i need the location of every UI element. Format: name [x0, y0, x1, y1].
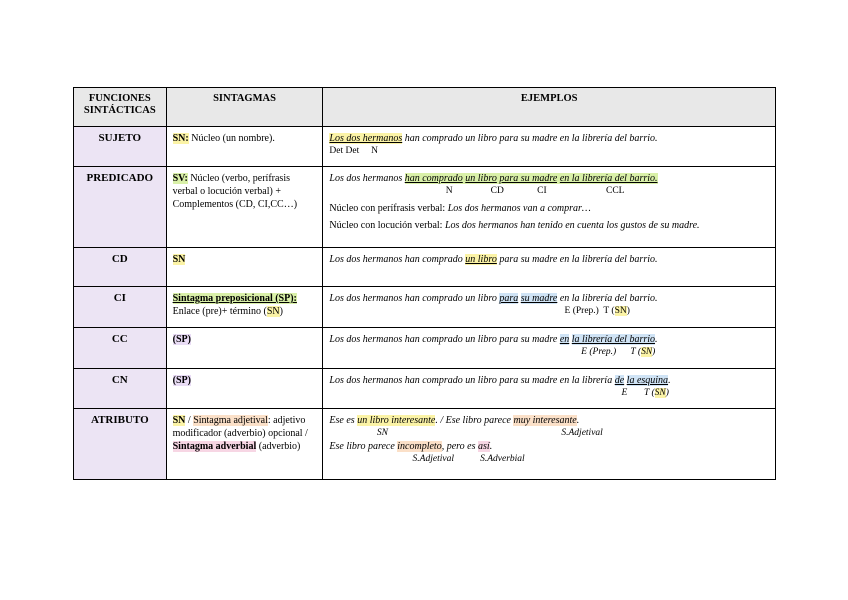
label-text: ): [626, 306, 630, 316]
sintagma-text: ): [279, 306, 283, 317]
ex-text: Los dos hermanos han tenido en cuenta los gustos de su madre.: [444, 220, 700, 231]
ex-text: Los dos hermanos han comprado un libro: [329, 293, 500, 304]
sintagma-tag: SN:: [172, 133, 189, 144]
ex-text: para su madre en la librería del barrio.: [496, 254, 658, 265]
funcion-predicado: PREDICADO: [74, 167, 167, 248]
ex-cd: un libro: [465, 173, 497, 184]
sintagma-sn: SN: [172, 415, 186, 426]
row-predicado: [74, 167, 776, 248]
sintagma-text: Núcleo (un nombre).: [188, 133, 275, 144]
ex-enlace: para: [499, 293, 519, 304]
ex-labels: [329, 305, 769, 318]
ex-highlight: Los dos hermanos: [329, 133, 403, 144]
ex-ccl: en la librería del barrio.: [559, 173, 658, 184]
ex-intro: Núcleo con perífrasis verbal:: [329, 203, 448, 214]
ex-text: .: [489, 441, 493, 452]
ex-sadj: muy interesante: [513, 415, 577, 426]
ejemplo-cc: [323, 328, 776, 369]
ex-sadj: incompleto: [397, 441, 442, 452]
ex-text: . / Ese libro parece: [435, 415, 514, 426]
ex-termino: la librería del barrio: [571, 334, 656, 345]
ex-labels: S.Adjetival S.Adverbial: [329, 454, 525, 464]
sintagma-text: /: [185, 415, 194, 426]
ex-sadv: así: [478, 441, 490, 452]
ex-highlight: un libro: [465, 254, 497, 265]
label-text: E (Prep.) T (: [329, 347, 642, 357]
row-atributo: [74, 409, 776, 480]
ex-text: Los dos hermanos han comprado un libro para su madre: [329, 334, 560, 345]
ex-intro: Núcleo con locución verbal:: [329, 220, 445, 231]
label-sn: SN: [654, 388, 666, 398]
ejemplo-sujeto: [323, 127, 776, 167]
syntax-functions-table: [73, 87, 776, 480]
row-ci: [74, 287, 776, 328]
ex-termino: su madre: [520, 293, 558, 304]
ex-labels: SN S.Adjetival: [329, 428, 603, 438]
ex-text: Los dos hermanos han comprado un libro para su madre en la librería: [329, 375, 615, 386]
sintagma-text: : adjetivo modificador (adverbio) opcional /: [172, 415, 308, 439]
row-sujeto: [74, 127, 776, 167]
sintagma-text: Núcleo (verbo, perífrasis verbal o locución verbal) + Complementos (CD, CI,CC…): [172, 173, 298, 210]
sintagma-cn: [166, 369, 323, 409]
sintagma-cd: [166, 248, 323, 287]
ex-text: Ese libro parece: [329, 441, 398, 452]
row-cc: [74, 328, 776, 369]
sintagma-ci: [166, 287, 323, 328]
label-sn: SN: [614, 306, 627, 316]
label-text: ): [665, 388, 669, 398]
sintagma-sujeto: [166, 127, 323, 167]
ex-enlace: en: [559, 334, 570, 345]
ejemplo-ci: [323, 287, 776, 328]
ex-sn: un libro interesante: [357, 415, 436, 426]
ex-labels: N CD CI CCL: [329, 186, 625, 196]
ex-labels: Det Det N: [329, 146, 378, 156]
sintagma-atributo: [166, 409, 323, 480]
sintagma-adjetival: Sintagma adjetival: [193, 415, 268, 426]
row-cn: [74, 369, 776, 409]
funcion-cn: CN: [74, 369, 167, 409]
header-funciones: FUNCIONES SINTÁCTICAS: [74, 88, 167, 127]
header-sintagmas: SINTAGMAS: [166, 88, 323, 127]
funcion-cd: CD: [74, 248, 167, 287]
ejemplo-atributo: [323, 409, 776, 480]
sintagma-adverbial: Sintagma adverbial: [172, 441, 257, 452]
sintagma-tag: SN: [172, 254, 186, 265]
sintagma-tag: Sintagma preposicional (SP):: [172, 293, 297, 304]
ex-enlace: de: [614, 375, 625, 386]
ejemplo-cd: [323, 248, 776, 287]
label-sn: SN: [641, 347, 653, 357]
ex-termino: la esquina: [626, 375, 669, 386]
ex-labels: [329, 387, 769, 400]
ex-ci: para su madre: [499, 173, 558, 184]
ex-text: .: [655, 334, 658, 345]
label-text: E (Prep.) T (: [329, 306, 615, 316]
sintagma-tag: (SP): [172, 375, 191, 386]
ex-labels: [329, 346, 769, 359]
ex-text: , pero es: [441, 441, 479, 452]
sintagma-text: Enlace (pre)+ término (: [172, 306, 267, 317]
funcion-cc: CC: [74, 328, 167, 369]
sintagma-predicado: [166, 167, 323, 248]
funcion-atributo: ATRIBUTO: [74, 409, 167, 480]
sintagma-cc: [166, 328, 323, 369]
ex-nucleo: han comprado: [404, 173, 463, 184]
ex-text: Ese es: [329, 415, 358, 426]
ex-text: han comprado un libro para su madre en la librería del barrio.: [402, 133, 658, 144]
ex-text: en la librería del barrio.: [557, 293, 658, 304]
ex-text: Los dos hermanos van a comprar…: [447, 203, 591, 214]
ex-text: Los dos hermanos: [329, 173, 405, 184]
funcion-ci: CI: [74, 287, 167, 328]
ex-text: .: [576, 415, 580, 426]
ex-text: .: [668, 375, 671, 386]
ejemplo-cn: [323, 369, 776, 409]
header-ejemplos: EJEMPLOS: [323, 88, 776, 127]
sintagma-text: (adverbio): [256, 441, 301, 452]
label-text: ): [652, 347, 656, 357]
funcion-sujeto: SUJETO: [74, 127, 167, 167]
ejemplo-predicado: [323, 167, 776, 248]
sintagma-sn: SN: [266, 306, 280, 317]
sintagma-tag: (SP): [172, 334, 191, 345]
label-text: E T (: [329, 388, 655, 398]
sintagma-tag: SV:: [172, 173, 188, 184]
header-row: [74, 88, 776, 127]
ex-text: Los dos hermanos han comprado: [329, 254, 466, 265]
row-cd: [74, 248, 776, 287]
